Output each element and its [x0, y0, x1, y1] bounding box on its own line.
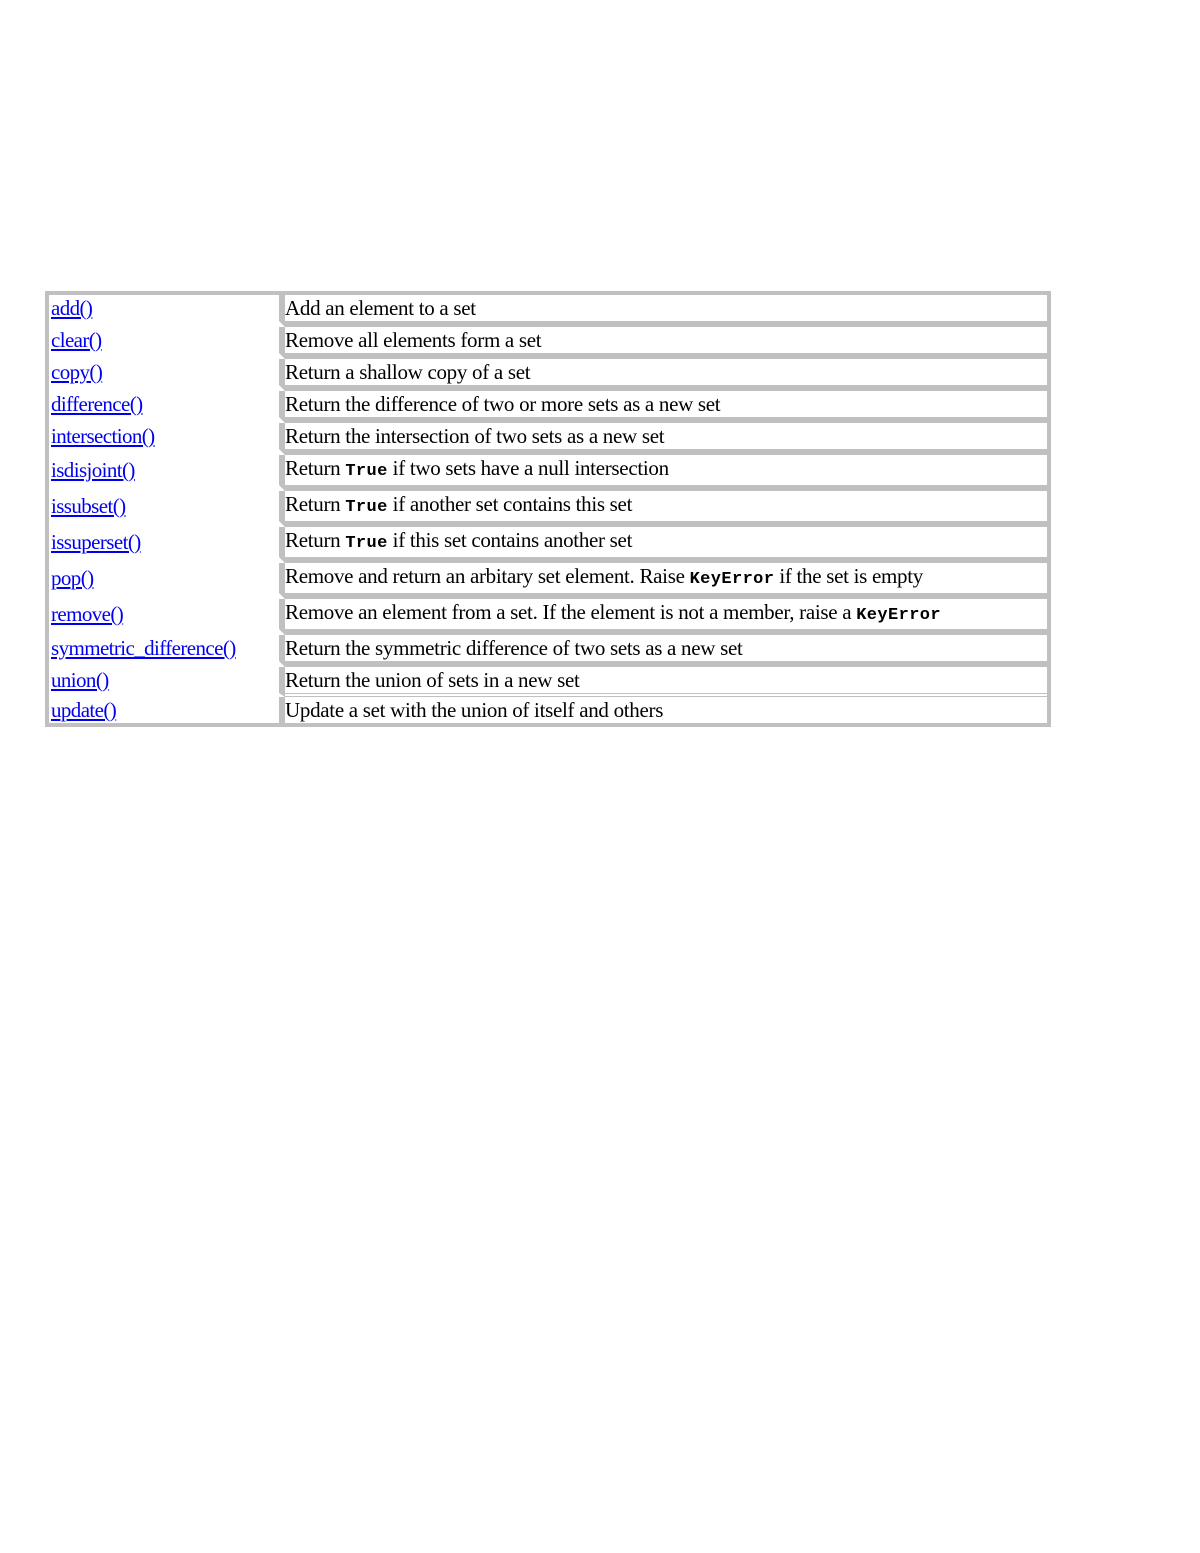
description-text: if two sets have a null intersection — [387, 456, 669, 480]
table-row — [49, 667, 1047, 697]
method-link-intersection[interactable]: intersection() — [51, 424, 155, 448]
code-keyerror: KeyError — [689, 570, 775, 589]
method-link-remove[interactable]: remove() — [51, 602, 124, 626]
method-description — [285, 564, 923, 588]
method-description — [285, 600, 941, 624]
method-description-cell — [285, 635, 1047, 667]
method-link-symmetric-difference[interactable]: symmetric_difference() — [51, 636, 236, 660]
description-text: Remove and return an arbitary set element. Raise — [285, 564, 690, 588]
table-row — [49, 599, 1047, 635]
method-link-union[interactable]: union() — [51, 668, 109, 692]
method-link-issuperset[interactable]: issuperset() — [51, 530, 141, 554]
method-description-cell — [285, 359, 1047, 391]
method-name-cell — [49, 635, 285, 667]
method-description-cell — [285, 491, 1047, 527]
method-description: Return the difference of two or more sets as a new set — [285, 392, 721, 416]
table-row — [49, 423, 1047, 455]
method-description — [285, 456, 669, 480]
code-true: True — [345, 534, 388, 553]
method-name-cell — [49, 423, 285, 455]
method-link-clear[interactable]: clear() — [51, 328, 102, 352]
description-text: if this set contains another set — [387, 528, 633, 552]
method-description: Remove all elements form a set — [285, 328, 542, 352]
description-text: if the set is empty — [774, 564, 923, 588]
table-row — [49, 295, 1047, 327]
method-description: Return a shallow copy of a set — [285, 360, 531, 384]
method-description-cell — [285, 391, 1047, 423]
method-description-cell — [285, 295, 1047, 327]
method-description: Update a set with the union of itself and others — [285, 698, 664, 722]
method-link-update[interactable]: update() — [51, 698, 117, 722]
description-text: Remove an element from a set. If the element is not a member, raise a — [285, 600, 857, 624]
method-name-cell — [49, 599, 285, 635]
description-text: Return — [285, 528, 346, 552]
method-name-cell — [49, 491, 285, 527]
table-row — [49, 527, 1047, 563]
method-description-cell — [285, 423, 1047, 455]
table-row — [49, 697, 1047, 723]
table-row — [49, 491, 1047, 527]
method-link-add[interactable]: add() — [51, 296, 93, 320]
code-true: True — [345, 462, 388, 481]
method-description: Add an element to a set — [285, 296, 476, 320]
method-description-cell — [285, 327, 1047, 359]
method-description-cell — [285, 527, 1047, 563]
method-link-pop[interactable]: pop() — [51, 566, 94, 590]
method-name-cell — [49, 455, 285, 491]
method-description: Return the union of sets in a new set — [285, 668, 580, 692]
method-name-cell — [49, 527, 285, 563]
method-description — [285, 492, 632, 516]
method-name-cell — [49, 563, 285, 599]
method-link-issubset[interactable]: issubset() — [51, 494, 126, 518]
table-row — [49, 455, 1047, 491]
code-keyerror: KeyError — [856, 606, 942, 625]
table-row — [49, 391, 1047, 423]
description-text: if another set contains this set — [387, 492, 633, 516]
method-description-cell — [285, 563, 1047, 599]
method-name-cell — [49, 295, 285, 327]
method-description: Return the intersection of two sets as a new set — [285, 424, 665, 448]
method-link-copy[interactable]: copy() — [51, 360, 103, 384]
method-name-cell — [49, 697, 285, 723]
method-description — [285, 528, 632, 552]
method-description-cell — [285, 455, 1047, 491]
method-name-cell — [49, 327, 285, 359]
table-row — [49, 359, 1047, 391]
table-row — [49, 327, 1047, 359]
set-methods-table — [45, 291, 1051, 727]
set-methods-table-body — [49, 295, 1047, 723]
method-description-cell — [285, 697, 1047, 723]
method-name-cell — [49, 667, 285, 697]
method-name-cell — [49, 359, 285, 391]
method-name-cell — [49, 391, 285, 423]
code-true: True — [345, 498, 388, 517]
description-text: Return — [285, 492, 346, 516]
method-link-difference[interactable]: difference() — [51, 392, 143, 416]
table-row — [49, 635, 1047, 667]
table-row — [49, 563, 1047, 599]
description-text: Return — [285, 456, 346, 480]
method-link-isdisjoint[interactable]: isdisjoint() — [51, 458, 135, 482]
method-description-cell — [285, 599, 1047, 635]
method-description-cell — [285, 667, 1047, 697]
method-description: Return the symmetric difference of two sets as a new set — [285, 636, 743, 660]
